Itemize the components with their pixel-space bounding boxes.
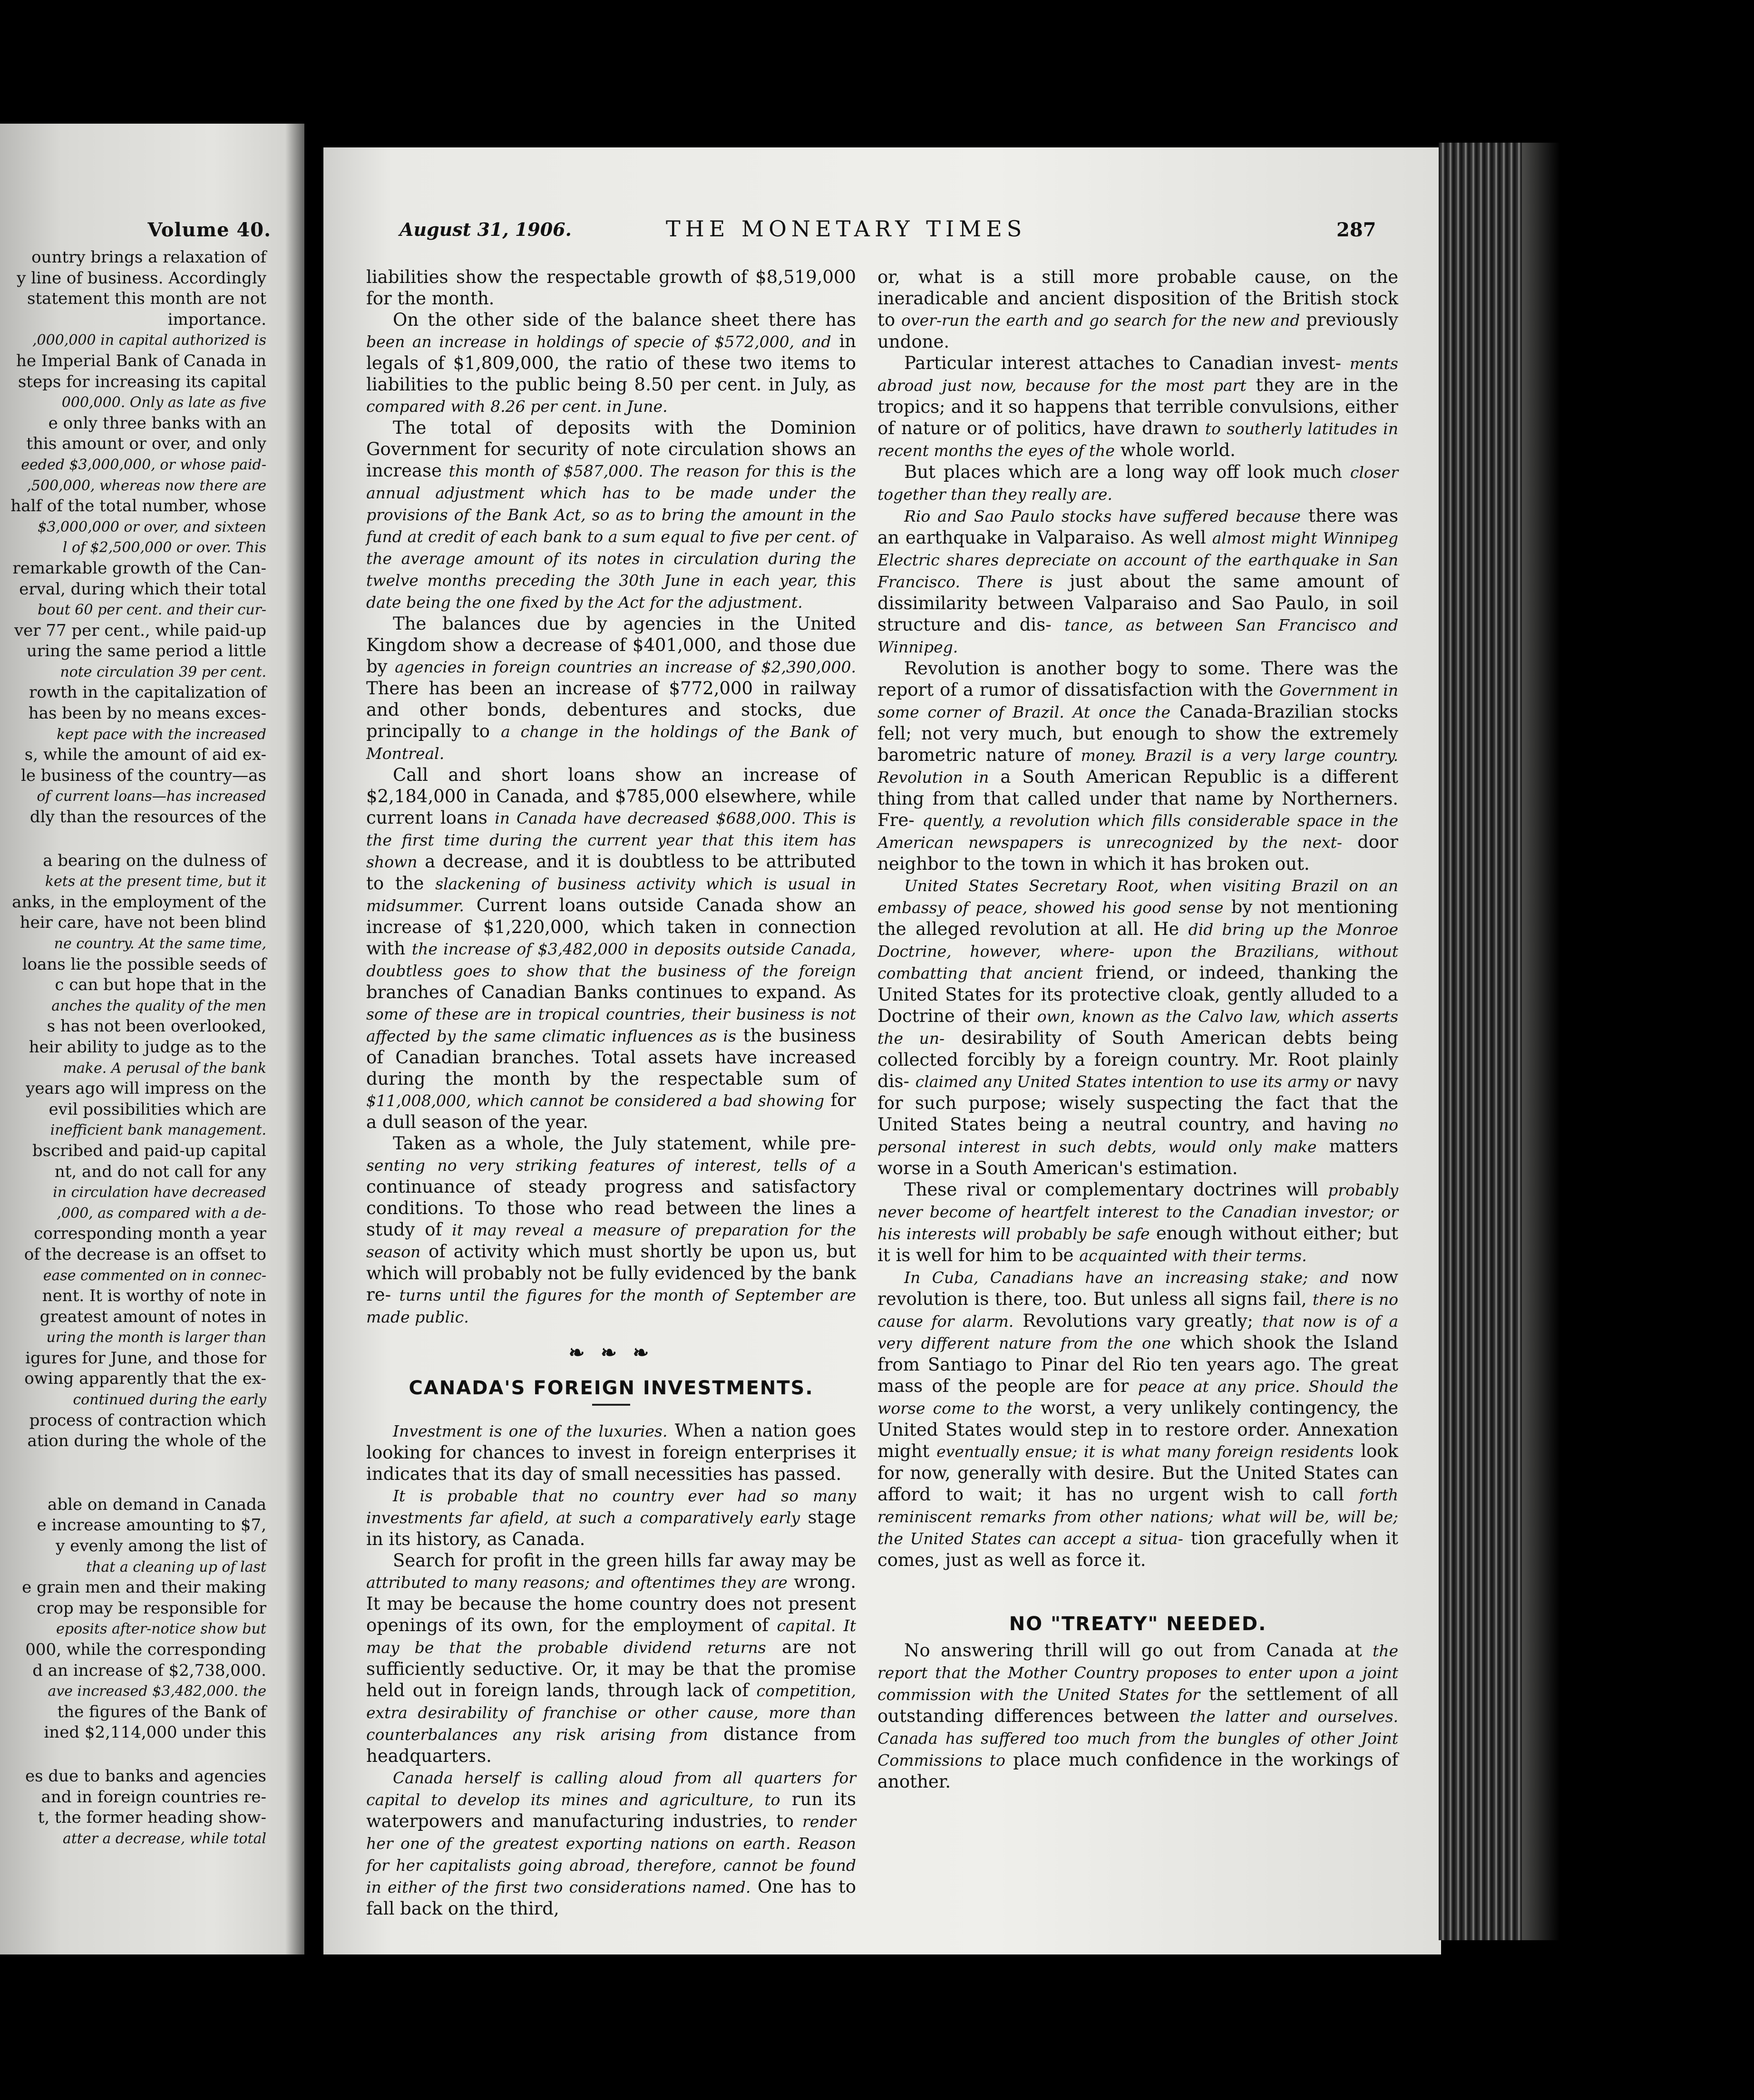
paragraph: Call and short loans show an increase of $2,184,000 in Canada, and $785,000 elsewhere, while current loans in Canada have decreased $688,000. This is the first time during the current year that this item has shown a decrease, and it is doubtless to be attributed to the slackening of business activity which is usual in midsummer. Current loans outside Canada show an increase of $1,220,000, which taken in connection with the increase of $3,482,000 in deposits outside Canada, doubtless goes to show that the business of the foreign branches of Canadian Banks continues to expand. As some of these are in tropical countries, their business is not affected by the same climatic influences as is the business of Canadian branches. Total assets have increased during the month by the respectable sum of $11,008,000, which cannot be considered a bad showing for a dull season of the year. [366, 765, 857, 1132]
paragraph: United States Secretary Root, when visiting Brazil on an embassy of peace, showed his good sense by not mentioning the alleged revolution at all. He did bring up the Monroe Doctrine, however, where- upon the Brazilians, without combatting that ancient friend, or indeed, thanking the United States for its protective cloak, gently alluded to a Doctrine of their own, known as the Calvo law, which asserts the un- desirability of South American debts being collected forcibly by a foreign country. Mr. Root plainly dis- claimed any United States intention to use its army or navy for such purpose; wisely suspecting the fact that the United States being a neutral country, and having no personal interest in such debts, would only make matters worse in a South American's estimation. [877, 876, 1399, 1178]
left-page-line: greatest amount of notes in [39, 1307, 266, 1326]
left-page-line: and in foreign countries re- [41, 1787, 266, 1807]
left-page-line: years ago will impress on the [26, 1079, 266, 1099]
left-page-line: e only three banks with an [48, 413, 266, 433]
left-page-line: of the decrease is an offset to [24, 1244, 266, 1264]
left-page-line: kept pace with the increased [57, 726, 266, 743]
paragraph: Canada herself is calling aloud from all quarters for capital to develop its mines and agriculture, to run its waterpowers and manufacturing industries, to render her one of the greatest exporting nations on earth. Reason for her capitalists going abroad, therefore, cannot be found in either of the first two considerations named. One has to fall back on the third, [366, 1769, 857, 1919]
left-page-line: dly than the resources of the [29, 807, 266, 827]
heading-rule [592, 1404, 630, 1406]
left-page-line: anches the quality of the men [51, 997, 266, 1014]
left-page-line: he Imperial Bank of Canada in [16, 351, 266, 370]
left-page-line: s, while the amount of aid ex- [24, 745, 266, 765]
left-page-line: s has not been overlooked, [47, 1017, 266, 1036]
left-page-line: make. A perusal of the bank [63, 1060, 266, 1077]
left-page-line: nent. It is worthy of note in [42, 1286, 266, 1306]
paragraph: The balances due by agencies in the United Kingdom show a decrease of $401,000, and those due by agencies in foreign countries an increase of $2,390,000. There has been an increase of $772,000 in railway and other bonds, debentures and stocks, due principally to a change in the holdings of the Bank of Montreal. [366, 613, 857, 763]
column-2 [877, 266, 1398, 1792]
left-page-line: half of the total number, whose [10, 496, 266, 516]
left-page-line: ined $2,114,000 under this [44, 1723, 266, 1742]
left-page-line: eeded $3,000,000, or whose paid- [21, 456, 266, 473]
left-page-line: eposits after-notice show but [56, 1621, 266, 1638]
left-page-line: steps for increasing its capital [18, 372, 266, 391]
left-page-line: that a cleaning up of last [86, 1558, 266, 1575]
left-page-line: rowth in the capitalization of [29, 683, 266, 702]
left-page-line: l of $2,500,000 or over. This [62, 539, 266, 556]
book-edge-shadow [1522, 143, 1560, 1940]
column-1 [366, 266, 856, 1919]
left-page-line: le business of the country—as [20, 766, 266, 785]
left-page-line: t, the former heading show- [38, 1808, 266, 1828]
paragraph: Revolution is another bogy to some. There was the report of a rumor of dissatisfaction with the Government in some corner of Brazil. At once the Canada-Brazilian stocks fell; not very much, but enough to show the extremely barometric nature of money. Brazil is a very large country. Revolution in a South American Republic is a different thing from that called under that name by Northerners. Fre- quently, a revolution which fills considerable space in the American newspapers is unrecognized by the next- door neighbor to the town in which it has broken out. [877, 658, 1398, 874]
left-page-line: crop may be responsible for [37, 1598, 266, 1618]
left-page-line: ation during the whole of the [27, 1431, 266, 1451]
section-ornament: ❧ ❧ ❧ [568, 1342, 654, 1364]
left-page-line: ne country. At the same time, [54, 935, 266, 952]
book-page-edges [1439, 143, 1529, 1940]
left-page-line: note circulation 39 per cent. [60, 663, 266, 681]
left-page-line: ver 77 per cent., while paid-up [14, 621, 266, 640]
left-page-line: statement this month are not [27, 289, 266, 309]
left-page-line: $3,000,000 or over, and sixteen [38, 518, 266, 535]
issue-date: August 31, 1906. [400, 219, 572, 240]
left-page-line: heir ability to judge as to the [29, 1037, 266, 1057]
left-page-line: inefficient bank management. [50, 1122, 266, 1139]
paragraph: On the other side of the balance sheet there has been an increase in holdings of specie of $572,000, and in legals of $1,809,000, the ratio of these two items to liabilities to the public being 8.50 per cent. in July, as compared with 8.26 per cent. in June. [366, 310, 856, 416]
left-page-line: e increase amounting to $7, [37, 1516, 266, 1535]
left-page-line: this amount or over, and only [26, 434, 266, 454]
left-page-line: importance. [167, 310, 266, 329]
book-gutter [285, 124, 328, 1954]
left-page-line: owing apparently that the ex- [24, 1369, 266, 1389]
paragraph: or, what is a still more probable cause, on the ineradicable and ancient disposition of the British stock to over-run the earth and go search for the new and previously undone. [877, 267, 1399, 352]
paragraph: The total of deposits with the Dominion Government for security of note circulation shows an increase this month of $587,000. The reason for this is the annual adjustment which has to be made under the provisions of the Bank Act, so as to bring the amount in the fund at credit of each bank to a sum equal to five per cent. of the average amount of its notes in circulation during the twelve months preceding the 30th June in each year, this date being the one fixed by the Act for the adjustment. [366, 418, 857, 612]
left-page-line: es due to banks and agencies [25, 1766, 266, 1786]
paragraph: Search for profit in the green hills far away may be attributed to many reasons; and oftentimes they are wrong. It may be because the home country does not present openings of its own, for the employment of capital. It may be that the probable dividend returns are not sufficiently seductive. Or, it may be that the promise held out in foreign lands, through lack of competition, extra desirability of franchise or other cause, more than counterbalances any risk arising from distance from headquarters. [366, 1550, 856, 1766]
paragraph: Taken as a whole, the July statement, while pre- senting no very striking features of interest, tells of a continuance of steady progress and satisfactory conditions. To those who read between the lines a study of it may reveal a measure of preparation for the season of activity which must shortly be upon us, but which will probably not be fully evidenced by the bank re- turns until the figures for the month of September are made public. [366, 1133, 857, 1326]
left-page-line: bout 60 per cent. and their cur- [38, 602, 266, 619]
left-page-line: atter a decrease, while total [62, 1830, 266, 1847]
left-page-line: e grain men and their making [22, 1578, 266, 1597]
left-page-line: continued during the early [73, 1391, 266, 1409]
paragraph: In Cuba, Canadians have an increasing stake; and now revolution is there, too. But unless all signs fail, there is no cause for alarm. Revolutions vary greatly; that now is of a very different nature from the one which shook the Island from Santiago to Pinar del Rio ten years ago. The great mass of the people are for peace at any price. Should the worse come to the worst, a very unlikely contingency, the United States would step in to restore order. Annexation might eventually ensue; it is what many foreign residents look for now, generally with desire. But the United States can afford to wait; it has no urgent wish to call forth reminiscent remarks from other nations; what will be, will be; the United States can accept a situa- tion gracefully when it comes, just as well as force it. [877, 1267, 1399, 1570]
left-page-line: corresponding month a year [34, 1224, 266, 1244]
left-page-line: a bearing on the dulness of [43, 851, 266, 870]
left-page-line: igures for June, and those for [25, 1348, 266, 1368]
left-page-line: ountry brings a relaxation of [31, 248, 266, 267]
left-page-line: 000, while the corresponding [25, 1640, 266, 1659]
masthead: THE MONETARY TIMES [666, 216, 1027, 242]
paragraph: Particular interest attaches to Canadian invest- ments abroad just now, because for the most part they are in the tropics; and it so happens that terrible convulsions, either of nature or of politics, have drawn to southerly latitudes in recent months the eyes of the whole world. [877, 353, 1398, 460]
article-heading: CANADA'S FOREIGN INVESTMENTS. [409, 1377, 814, 1399]
left-page-line: of current loans—has increased [37, 788, 266, 805]
left-page-line: ,500,000, whereas now there are [27, 477, 266, 494]
left-page-line: the figures of the Bank of [57, 1702, 266, 1721]
page-number: 287 [1336, 219, 1376, 241]
left-page-line: c can but hope that in the [55, 975, 266, 995]
page-header [323, 216, 1441, 252]
left-page-line: y evenly among the list of [56, 1536, 266, 1556]
paragraph: Rio and Sao Paulo stocks have suffered because there was an earthquake in Valparaiso. As well almost might Winnipeg Electric shares depreciate on account of the earthquake in San Francisco. There is just about the same amount of dissimilarity between Valparaiso and Sao Paulo, in soil structure and dis- tance, as between San Francisco and Winnipeg. [877, 506, 1399, 656]
left-page-line: y line of business. Accordingly [17, 268, 266, 288]
paragraph: liabilities show the respectable growth of $8,519,000 for the month. [366, 267, 856, 309]
paragraph: But places which are a long way off look much closer together than they really are. [877, 462, 1398, 504]
left-page-line: in circulation have decreased [53, 1184, 266, 1201]
paragraph: No answering thrill will go out from Canada at the report that the Mother Country proposes to enter upon a joint commission with the United States for the settlement of all outstanding differences between the latter and ourselves. Canada has suffered too much from the bungles of other Joint Commissions to place much confidence in the workings of another. [877, 1640, 1399, 1792]
left-page-line: loans lie the possible seeds of [22, 954, 266, 974]
left-page-volume: Volume 40. [147, 219, 271, 241]
left-page-line: ease commented on in connec- [43, 1267, 266, 1284]
left-page-line: heir care, have not been blind [19, 913, 266, 933]
left-page-line: has been by no means exces- [28, 704, 266, 723]
paragraph: It is probable that no country ever had so many investments far afield, at such a comparatively early stage in its history, as Canada. [366, 1487, 856, 1549]
left-page-line: kets at the present time, but it [45, 873, 266, 890]
left-page-line: uring the month is larger than [46, 1329, 266, 1346]
left-page-line: anks, in the employment of the [12, 892, 266, 912]
left-page-line: uring the same period a little [26, 642, 266, 661]
article-heading-2: NO "TREATY" NEEDED. [1009, 1613, 1267, 1635]
left-page-line: ave increased $3,482,000. the [48, 1683, 266, 1700]
left-page-line: evil possibilities which are [49, 1099, 266, 1119]
left-page-column [0, 247, 266, 1849]
left-page-line: 000,000. Only as late as five [61, 394, 266, 411]
paragraph: Investment is one of the luxuries. When a nation goes looking for chances to invest in foreign enterprises it indicates that its day of small necessities has passed. [366, 1420, 856, 1484]
left-facing-page [0, 124, 304, 1954]
left-page-line: remarkable growth of the Can- [12, 558, 266, 578]
paragraph: These rival or complementary doctrines will probably never become of heartfelt interest to the Canadian investor; or his interests will probably be safe enough without either; but it is well for him to be acquainted with their terms. [877, 1179, 1398, 1265]
left-page-line: ,000, as compared with a de- [57, 1205, 266, 1222]
main-page [323, 147, 1441, 1954]
left-page-line: ,000,000 in capital authorized is [32, 332, 266, 349]
left-page-line: able on demand in Canada [48, 1495, 266, 1514]
left-page-line: bscribed and paid-up capital [32, 1141, 266, 1160]
left-page-line: nt, and do not call for any [54, 1162, 266, 1181]
left-page-line: process of contraction which [29, 1410, 266, 1430]
left-page-line: d an increase of $2,738,000. [32, 1661, 266, 1680]
left-page-line: erval, during which their total [19, 579, 266, 599]
